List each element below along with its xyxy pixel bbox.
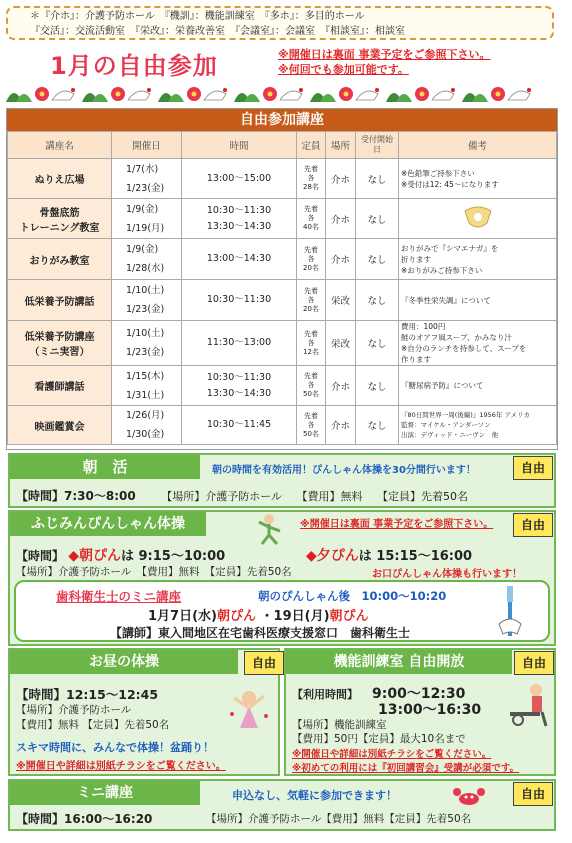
header-note-2: ※何回でも参加可能です。 <box>278 63 409 76</box>
crab-icon <box>452 785 486 807</box>
training-free-badge: 自由 <box>514 651 554 675</box>
course-place: 介ホ <box>326 366 356 406</box>
course-capacity <box>297 280 326 321</box>
training-note-1: ※開催日や詳細は別紙チラシをご覧ください。 <box>292 749 492 760</box>
training-time-1: 9:00～12:30 <box>372 686 466 702</box>
header-notes <box>278 47 491 77</box>
course-times <box>182 406 297 445</box>
course-remarks-line: 鮭のオアフ風スープ、かみなり汁 <box>401 333 512 342</box>
training-fee: 【費用】50円【定員】最大10名まで <box>292 733 466 745</box>
course-dates <box>112 366 182 406</box>
course-remarks-line: 監督：マイケル・アンダーソン <box>401 421 491 429</box>
course-remarks <box>399 199 557 239</box>
course-capacity-line: 先着 <box>304 286 318 295</box>
course-capacity-line: 各 <box>307 295 315 304</box>
course-capacity <box>297 366 326 406</box>
fujimin-time-label: 【時間】 <box>16 549 65 563</box>
dancing-person-icon <box>226 688 272 730</box>
course-dates-line: 1/30(金) <box>126 429 165 440</box>
mini-lecture-details: 【場所】介護予防ホール【費用】無料【定員】先着50名 <box>206 813 472 825</box>
mini-lecture-time: 【時間】16:00～16:20 <box>16 812 153 826</box>
course-name <box>8 406 112 445</box>
course-capacity-line: 20名 <box>303 304 319 313</box>
course-times-line: 11:30～13:00 <box>206 337 272 348</box>
course-dates-line: 1/31(土) <box>126 389 165 401</box>
dental-morning-2: 朝ぴん <box>329 609 369 624</box>
course-dates-line: 1/9(金) <box>126 203 159 215</box>
course-capacity-line: 各 <box>307 254 315 263</box>
asa-katsu-time: 【時間】7:30～8:00 <box>16 489 136 503</box>
course-remarks-line: 費用：100円 <box>401 322 446 331</box>
course-remarks-line: 折ります <box>401 254 431 264</box>
course-times <box>182 159 297 199</box>
course-times-line: 10:30～11:45 <box>206 419 272 430</box>
header-time: 時間 <box>182 132 297 159</box>
course-times-line: 13:00～15:00 <box>206 172 272 184</box>
course-name-line: 看護師講話 <box>34 382 85 393</box>
course-remarks <box>399 159 557 199</box>
course-capacity-line: 先着 <box>304 165 318 173</box>
course-name <box>8 199 112 239</box>
course-capacity-line: 先着 <box>304 372 318 380</box>
course-remarks <box>399 321 557 366</box>
course-times <box>182 239 297 280</box>
header-place: 場所 <box>326 132 356 159</box>
course-place: 栄改 <box>326 280 356 321</box>
course-capacity-line: 12名 <box>303 347 319 356</box>
fujimin-evening-time: は 15:15～16:00 <box>358 549 473 564</box>
course-remarks-line: おりがみで『シマエナガ』を <box>401 243 499 253</box>
fujimin-details: 【場所】介護予防ホール 【費用】無料 【定員】先着50名 <box>16 566 292 578</box>
course-dates <box>112 239 182 280</box>
page-title: 1月の自由参加 <box>50 52 218 80</box>
fujimin-evening-label: ◆夕ぴん <box>306 548 359 564</box>
lunch-free-badge: 自由 <box>244 651 284 675</box>
exercise-figure-icon <box>252 512 286 546</box>
abbr-line-2: 『交活』：交流活動室 『栄改』：栄養改善室 『会議室』：会議室 『相談室』：相談室 <box>30 26 405 37</box>
lunch-fee: 【費用】無料 【定員】先着50名 <box>16 719 170 731</box>
table-row <box>8 366 557 406</box>
course-dates-line: 1/15(木) <box>126 370 165 382</box>
table-title: 自由参加講座 <box>7 109 557 131</box>
asa-katsu-fee: 【費用】無料 <box>296 490 363 503</box>
training-note-2: ※初めての利用には『初回講習会』受講が必須です。 <box>292 763 519 774</box>
fujimin-morning-time: は 9:15～10:00 <box>120 549 226 564</box>
course-place: 介ホ <box>326 159 356 199</box>
course-times <box>182 366 297 406</box>
course-dates <box>112 280 182 321</box>
course-capacity-line: 28名 <box>303 183 319 191</box>
course-name-line: おりがみ教室 <box>29 255 90 267</box>
course-dates <box>112 199 182 239</box>
asa-katsu-info <box>16 487 468 504</box>
course-capacity-line: 先着 <box>304 329 318 338</box>
lunch-note: ※開催日や詳細は別紙チラシをご覧ください。 <box>16 761 226 772</box>
table-row <box>8 159 557 199</box>
course-remarks <box>399 366 557 406</box>
dental-lecture-schedule: 朝のぴんしゃん後 10:00～10:20 <box>258 589 447 603</box>
course-capacity-line: 先着 <box>304 205 318 213</box>
header-course: 講座名 <box>8 132 112 159</box>
lunch-exercise-title: お昼の体操 <box>10 650 238 674</box>
table-header-row <box>8 132 557 159</box>
course-capacity-line: 50名 <box>303 429 319 438</box>
course-capacity-line: 先着 <box>304 411 318 420</box>
course-dates-line: 1/10(土) <box>126 328 165 339</box>
course-remarks-line: 『糖尿病予防』について <box>401 381 484 390</box>
training-room-title: 機能訓練室 自由開放 <box>286 650 512 674</box>
course-capacity-line: 各 <box>307 420 315 429</box>
course-remarks-line: 『80日間世界一周(後編)』1956年 アメリカ <box>401 411 530 419</box>
course-times-line: 10:30～11:30 <box>206 294 272 305</box>
course-times <box>182 280 297 321</box>
course-times-line: 13:30～14:30 <box>206 220 272 232</box>
pelvis-icon <box>461 205 495 233</box>
course-remarks-line: 『冬季性栄失調』について <box>401 295 491 305</box>
course-remarks-line: ※おりがみご持参下さい <box>401 265 483 275</box>
asa-katsu-title: 朝 活 <box>10 455 200 479</box>
course-place: 介ホ <box>326 239 356 280</box>
course-remarks-line: ※色鉛筆ご持参下さい <box>401 168 475 178</box>
course-capacity-line: 各 <box>307 174 315 182</box>
table-row <box>8 321 557 366</box>
course-capacity <box>297 159 326 199</box>
header-date: 開催日 <box>112 132 182 159</box>
fujimin-title: ふじみんぴんしゃん体操 <box>10 512 206 536</box>
course-name-line: ぬりえ広場 <box>34 175 85 186</box>
course-reception: なし <box>356 239 399 280</box>
course-capacity-line: 各 <box>307 214 315 222</box>
fujimin-time-line <box>16 545 225 565</box>
course-dates-line: 1/9(金) <box>126 244 159 255</box>
course-reception: なし <box>356 280 399 321</box>
lunch-slogan: スキマ時間に、みんなで体操！盆踊り！ <box>16 741 214 754</box>
course-remarks-line: ※受付は12: 45～になります <box>401 179 499 189</box>
course-dates-line: 1/19(月) <box>126 222 165 234</box>
lunch-place: 【場所】介護予防ホール <box>16 704 132 716</box>
course-capacity-line: 40名 <box>303 223 319 231</box>
course-dates-line: 1/23(金) <box>126 304 165 315</box>
course-name <box>8 239 112 280</box>
course-times <box>182 321 297 366</box>
dental-lecture-dates <box>148 605 369 624</box>
asa-katsu-place: 【場所】介護予防ホール <box>161 490 282 503</box>
course-remarks <box>399 406 557 445</box>
course-name-line: 低栄養予防講座 <box>24 332 95 343</box>
course-capacity-line: 先着 <box>304 245 318 254</box>
table-row <box>8 199 557 239</box>
dental-date-1: 1月7日(水) <box>148 609 217 624</box>
course-times-line: 13:00～14:30 <box>206 253 272 264</box>
lunch-time: 【時間】12:15～12:45 <box>16 687 159 702</box>
mini-free-badge: 自由 <box>513 782 553 806</box>
dental-morning-1: 朝ぴん <box>216 609 256 624</box>
course-remarks <box>399 280 557 321</box>
course-place: 介ホ <box>326 406 356 445</box>
training-place: 【場所】機能訓練室 <box>292 719 387 731</box>
course-dates-line: 1/10(土) <box>126 285 165 296</box>
fujimin-extra: お口ぴんしゃん体操も行います！ <box>372 569 522 580</box>
header-capacity: 定員 <box>297 132 326 159</box>
course-capacity <box>297 406 326 445</box>
course-name-line: 低栄養予防講話 <box>24 296 95 308</box>
course-dates-line: 1/23(金) <box>126 347 165 358</box>
header-reception: 受付開始日 <box>356 132 399 159</box>
toothbrush-icon <box>495 584 525 638</box>
header-note-1: ※開催日は裏面 事業予定をご参照下さい。 <box>278 48 491 61</box>
course-times-line: 10:30～11:30 <box>206 371 272 383</box>
mini-lecture-title: ミニ講座 <box>10 781 200 805</box>
course-times-line: 13:30～14:30 <box>206 387 272 399</box>
course-times-line: 10:30～11:30 <box>206 204 272 216</box>
fujimin-evening-line <box>306 545 472 565</box>
course-capacity-line: 50名 <box>303 390 319 398</box>
course-capacity-line: 各 <box>307 381 315 389</box>
course-dates-line: 1/23(金) <box>126 182 165 194</box>
course-dates <box>112 159 182 199</box>
course-reception: なし <box>356 366 399 406</box>
course-reception: なし <box>356 321 399 366</box>
table-row <box>8 406 557 445</box>
dental-lecturer: 【講師】東入間地区在宅歯科医療支援窓口 歯科衛生士 <box>110 626 411 640</box>
course-capacity <box>297 199 326 239</box>
course-capacity <box>297 239 326 280</box>
course-times <box>182 199 297 239</box>
table-row <box>8 280 557 321</box>
new-year-decoration-border <box>4 80 568 106</box>
training-equipment-icon <box>506 682 552 728</box>
course-name <box>8 280 112 321</box>
course-dates-line: 1/26(月) <box>126 410 165 421</box>
fujimin-morning-label: ◆朝ぴん <box>68 548 121 564</box>
dental-date-2: ・19日(月) <box>260 609 330 624</box>
course-capacity-line: 20名 <box>303 263 319 272</box>
asa-katsu-tagline: 朝の時間を有効活用！ぴんしゃん体操を30分間行います！ <box>212 465 476 476</box>
course-reception: なし <box>356 406 399 445</box>
free-course-table-box <box>6 108 558 450</box>
course-name-line: （ミニ実習） <box>29 347 90 358</box>
course-reception: なし <box>356 199 399 239</box>
training-time-2: 13:00～16:30 <box>378 702 482 718</box>
course-place: 栄改 <box>326 321 356 366</box>
training-time-label: 【利用時間】 <box>292 688 358 701</box>
course-name-line: 映画鑑賞会 <box>34 421 85 433</box>
table-row <box>8 239 557 280</box>
course-name-line: 骨盤底筋 <box>39 207 80 219</box>
header-remarks: 備考 <box>399 132 557 159</box>
course-dates <box>112 321 182 366</box>
fujimin-free-badge: 自由 <box>513 513 553 537</box>
course-remarks-line: ※自分のランチを持参して、スープを <box>401 344 527 353</box>
abbr-line-1: ＊『介ホ』：介護予防ホール 『機訓』：機能訓練室 『多ホ』：多目的ホール <box>30 11 365 22</box>
course-table <box>7 131 557 445</box>
course-remarks <box>399 239 557 280</box>
asa-katsu-free-badge: 自由 <box>513 456 553 480</box>
dental-lecture-title: 歯科衛生士のミニ講座 <box>56 589 182 604</box>
asa-katsu-capacity: 【定員】先着50名 <box>376 490 468 503</box>
course-reception: なし <box>356 159 399 199</box>
mini-lecture-tagline: 申込なし、気軽に参加できます！ <box>232 789 397 802</box>
course-name-line: トレーニング教室 <box>19 222 100 234</box>
course-name <box>8 366 112 406</box>
course-capacity-line: 各 <box>307 338 315 347</box>
course-dates-line: 1/28(水) <box>126 263 165 274</box>
course-place: 介ホ <box>326 199 356 239</box>
course-name <box>8 321 112 366</box>
fujimin-note: ※開催日は裏面 事業予定をご参照下さい。 <box>300 519 494 530</box>
course-remarks-line: 作ります <box>401 355 431 364</box>
course-remarks-line: 出演：デヴィッド・ニーヴン 他 <box>401 431 499 439</box>
course-capacity <box>297 321 326 366</box>
course-name <box>8 159 112 199</box>
course-dates-line: 1/7(水) <box>126 163 159 175</box>
abbreviation-legend <box>6 6 554 40</box>
course-dates <box>112 406 182 445</box>
